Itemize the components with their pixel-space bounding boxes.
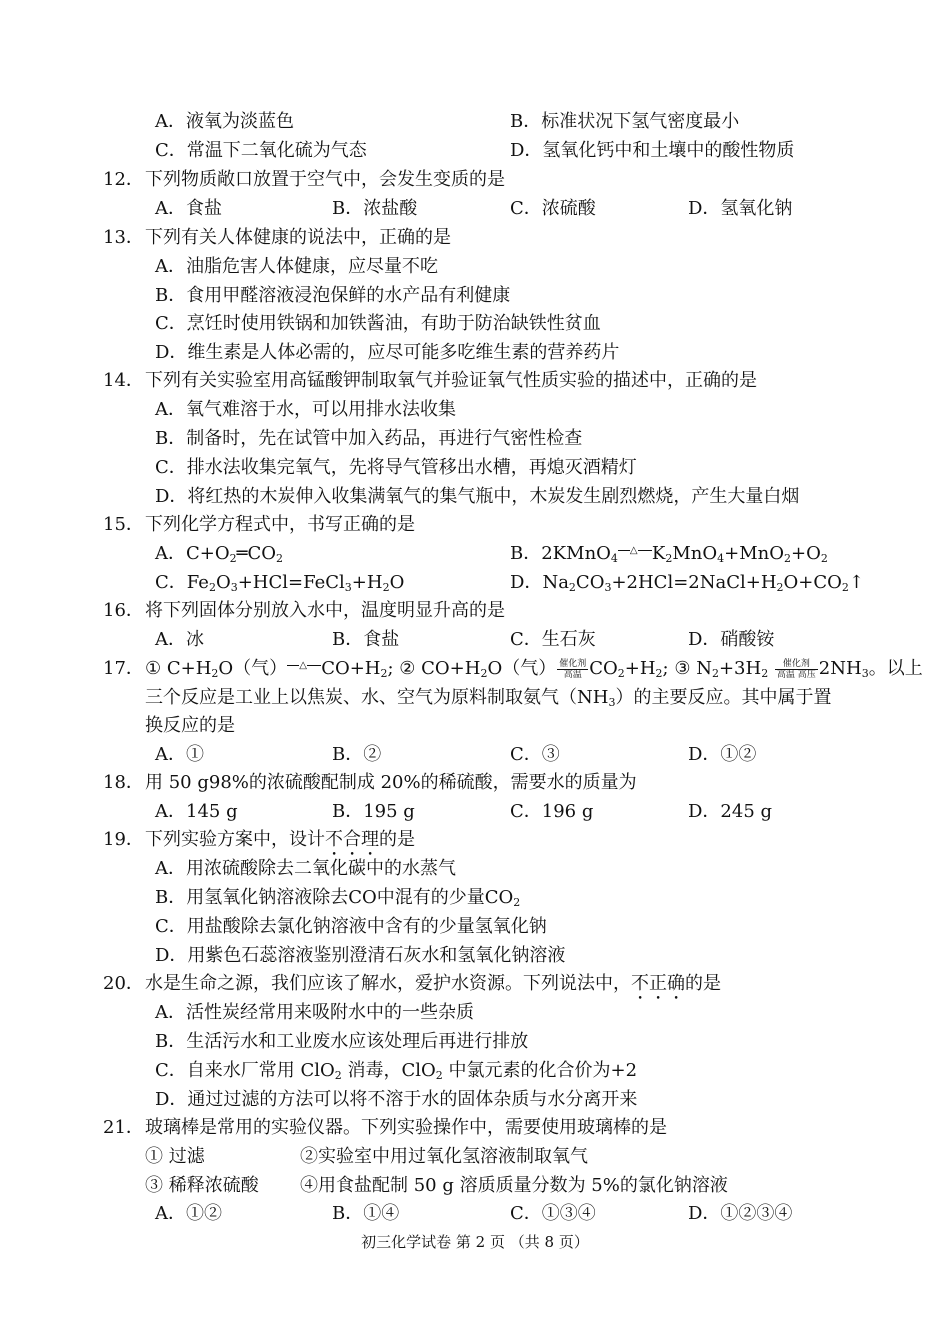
q21-item-3: ③ 稀释浓硫酸 bbox=[145, 1175, 259, 1196]
q17-number: 17． bbox=[103, 658, 144, 679]
q17-stem-line2: 三个反应是工业上以焦炭、水、空气为原料制取氨气$(NH_3)$的主要反应。其中属于置 bbox=[145, 687, 832, 709]
q14-option-a: A．氧气难溶于水，可以用排水法收集 bbox=[155, 399, 456, 420]
q19-option-a: A．用浓硫酸除去二氧化碳中的水蒸气 bbox=[155, 858, 456, 879]
q20-stem: 水是生命之源，我们应该了解水，爱护水资源。下列说法中，不正确的是 bbox=[145, 973, 721, 994]
q17-option-a: A．① bbox=[155, 744, 204, 765]
catalyst-condition: 催化剂 高温 bbox=[559, 658, 587, 680]
q13-number: 13． bbox=[103, 227, 144, 248]
q18-option-d: D．245 g bbox=[688, 801, 773, 822]
q17-stem-line3: 换反应的是 bbox=[145, 715, 235, 736]
q18-option-a: A．145 g bbox=[155, 801, 238, 822]
q21-item-1: ① 过滤 bbox=[145, 1146, 205, 1167]
q20-option-c: C．自来水厂常用 ClO$_2$ 消毒，ClO$_2$ 中氯元素的化合价为+2 bbox=[155, 1060, 638, 1082]
q18-stem: 用 50 g98%的浓硫酸配制成 20%的稀硫酸，需要水的质量为 bbox=[145, 772, 637, 793]
q15-option-a: A．$C+O_2═CO_2$ bbox=[155, 543, 283, 565]
q17-reactions: ① $C+H_2O$（气） △ $CO+H_2$; ② $CO+H_2O$（气） 催化剂 高温 $CO_2+H_2$; ③ $N_2+3H_2$ 催化剂 高温 高压 $2NH_3$。以上 bbox=[145, 658, 923, 680]
q18-option-b: B．195 g bbox=[332, 801, 415, 822]
heat-condition: △ bbox=[618, 543, 652, 557]
q15-option-b: B．2KMnO$_4$ △ $K_2MnO_4+MnO_2+O_2$ bbox=[510, 543, 828, 565]
q21-number: 21． bbox=[103, 1117, 144, 1138]
q16-option-a: A．冰 bbox=[155, 629, 204, 650]
q17-option-c: C．③ bbox=[510, 744, 560, 765]
q21-item-2: ②实验室中用过氧化氢溶液制取氧气 bbox=[300, 1146, 588, 1167]
q14-option-b: B．制备时，先在试管中加入药品，再进行气密性检查 bbox=[155, 428, 583, 449]
q13-option-d: D．维生素是人体必需的，应尽可能多吃维生素的营养药片 bbox=[155, 342, 620, 363]
q19-option-b: B．用氢氧化钠溶液除去CO中混有的少量$CO_2$ bbox=[155, 887, 521, 909]
q13-option-c: C．烹饪时使用铁锅和加铁酱油，有助于防治缺铁性贫血 bbox=[155, 313, 601, 334]
q17-option-d: D．①② bbox=[688, 744, 757, 765]
q19-option-c: C．用盐酸除去氯化钠溶液中含有的少量氢氧化钠 bbox=[155, 916, 547, 937]
q21-option-d: D．①②③④ bbox=[688, 1203, 793, 1224]
q11-option-b: B．标准状况下氢气密度最小 bbox=[510, 111, 740, 132]
emphasis-text: 不合理 bbox=[325, 829, 379, 850]
q20-option-d: D．通过过滤的方法可以将不溶于水的固体杂质与水分离开来 bbox=[155, 1089, 638, 1110]
q16-option-d: D．硝酸铵 bbox=[688, 629, 775, 650]
q12-stem: 下列物质敞口放置于空气中，会发生变质的是 bbox=[145, 169, 505, 190]
q18-option-c: C．196 g bbox=[510, 801, 594, 822]
emphasis-text: 不正确 bbox=[631, 973, 685, 994]
q16-option-c: C．生石灰 bbox=[510, 629, 596, 650]
q12-option-b: B．浓盐酸 bbox=[332, 198, 418, 219]
q20-option-b: B．生活污水和工业废水应该处理后再进行排放 bbox=[155, 1031, 529, 1052]
q17-option-b: B．② bbox=[332, 744, 382, 765]
q15-option-d: D．$Na_2CO_3+2HCl=2NaCl+H_2O+CO_2↑$ bbox=[510, 572, 865, 594]
q15-option-c: C．$Fe_2O_3+HCl=FeCl_3+H_2O$ bbox=[155, 572, 405, 594]
q19-stem: 下列实验方案中，设计不合理的是 bbox=[145, 829, 415, 850]
page-footer: 初三化学试卷 第 2 页 （共 8 页） bbox=[361, 1233, 589, 1251]
q19-number: 19． bbox=[103, 829, 144, 850]
q11-option-d: D．氢氧化钙中和土壤中的酸性物质 bbox=[510, 140, 795, 161]
q20-option-a: A．活性炭经常用来吸附水中的一些杂质 bbox=[155, 1002, 474, 1023]
q13-option-a: A．油脂危害人体健康，应尽量不吃 bbox=[155, 256, 438, 277]
q20-number: 20． bbox=[103, 973, 144, 994]
q19-option-d: D．用紫色石蕊溶液鉴别澄清石灰水和氢氧化钠溶液 bbox=[155, 945, 566, 966]
q16-option-b: B．食盐 bbox=[332, 629, 400, 650]
q21-option-a: A．①② bbox=[155, 1203, 222, 1224]
q16-number: 16． bbox=[103, 600, 144, 621]
q13-option-b: B．食用甲醛溶液浸泡保鲜的水产品有利健康 bbox=[155, 285, 511, 306]
q21-stem: 玻璃棒是常用的实验仪器。下列实验操作中，需要使用玻璃棒的是 bbox=[145, 1117, 667, 1138]
q14-number: 14． bbox=[103, 370, 144, 391]
catalyst-condition: 催化剂 高温 高压 bbox=[776, 658, 816, 680]
q15-number: 15． bbox=[103, 514, 144, 535]
q11-option-a: A．液氧为淡蓝色 bbox=[155, 111, 294, 132]
q12-option-a: A．食盐 bbox=[155, 198, 222, 219]
q12-option-d: D．氢氧化钠 bbox=[688, 198, 793, 219]
q16-stem: 将下列固体分别放入水中，温度明显升高的是 bbox=[145, 600, 505, 621]
q21-option-b: B．①④ bbox=[332, 1203, 400, 1224]
heat-condition: △ bbox=[287, 658, 321, 672]
q11-option-c: C．常温下二氧化硫为气态 bbox=[155, 140, 367, 161]
q12-number: 12． bbox=[103, 169, 144, 190]
q14-option-c: C．排水法收集完氧气，先将导气管移出水槽，再熄灭酒精灯 bbox=[155, 457, 637, 478]
q14-stem: 下列有关实验室用高锰酸钾制取氧气并验证氧气性质实验的描述中，正确的是 bbox=[145, 370, 757, 391]
q18-number: 18． bbox=[103, 772, 144, 793]
q15-stem: 下列化学方程式中，书写正确的是 bbox=[145, 514, 415, 535]
q21-option-c: C．①③④ bbox=[510, 1203, 596, 1224]
q12-option-c: C．浓硫酸 bbox=[510, 198, 596, 219]
q13-stem: 下列有关人体健康的说法中，正确的是 bbox=[145, 227, 451, 248]
q21-item-4: ④用食盐配制 50 g 溶质质量分数为 5%的氯化钠溶液 bbox=[300, 1175, 728, 1196]
q14-option-d: D．将红热的木炭伸入收集满氧气的集气瓶中，木炭发生剧烈燃烧，产生大量白烟 bbox=[155, 486, 800, 507]
